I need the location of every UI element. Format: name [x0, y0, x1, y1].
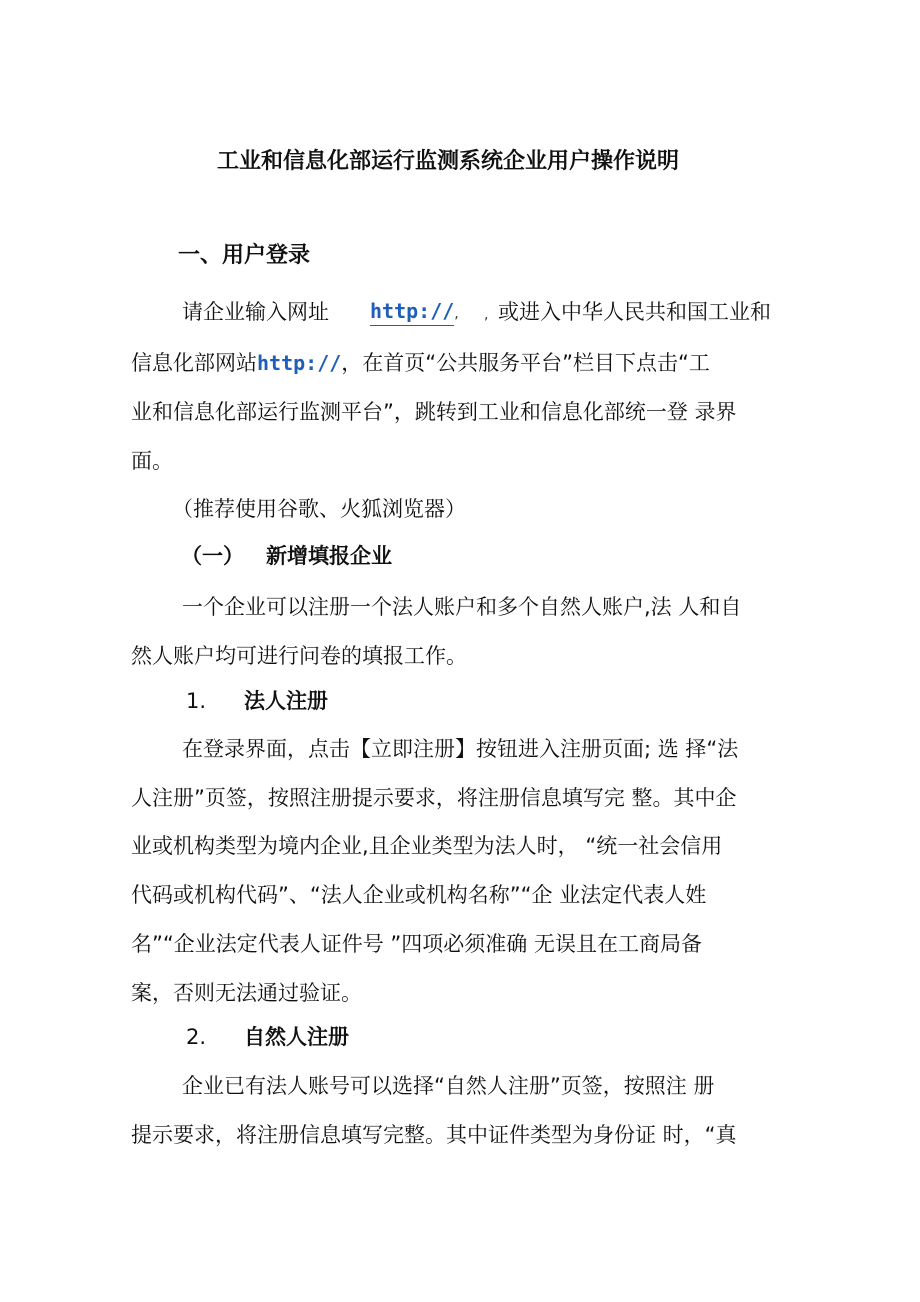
- para1-line4: 面。: [131, 449, 173, 473]
- para1-line2-a: 信息化部网站: [131, 351, 257, 375]
- item1-heading: [186, 686, 328, 716]
- link-mark-2: ,: [484, 307, 489, 323]
- item2-line1: 企业已有法人账号可以选择“自然人注册”页签，按照注 册: [182, 1074, 715, 1098]
- item1-line5: 名”“企业法定代表人证件号 ”四项必须准确 无误且在工商局备: [131, 932, 702, 956]
- item1-line1: 在登录界面，点击【立即注册】按钮进入注册页面; 选 择“法: [182, 737, 739, 761]
- para1-line2-b: ，在首页“公共服务平台”栏目下点击“工: [341, 351, 710, 375]
- item1-line2: 人注册”页签，按照注册提示要求，将注册信息填写完 整。其中企: [131, 786, 737, 810]
- link-mark-1: ,: [454, 306, 459, 322]
- subsection-number: （一）: [181, 544, 244, 568]
- subsection-title: 新增填报企业: [266, 544, 392, 568]
- item2-number: 2.: [186, 1025, 207, 1049]
- item1-line4: 代码或机构代码”、“法人企业或机构名称”“企 业法定代表人姓: [131, 883, 707, 907]
- para1-text-a: 请企业输入网址: [182, 300, 329, 324]
- item1-line6: 案，否则无法通过验证。: [131, 981, 362, 1005]
- document-title: 工业和信息化部运行监测系统企业用户操作说明: [217, 149, 680, 174]
- url-link-1[interactable]: http://: [370, 299, 454, 326]
- url-link-2[interactable]: http://: [257, 351, 342, 375]
- item1-number: 1.: [186, 689, 207, 713]
- browser-note: （推荐使用谷歌、火狐浏览器）: [172, 497, 466, 521]
- item1-line3: 业或机构类型为境内企业,且企业类型为法人时， “统一社会信用: [131, 834, 723, 858]
- intro-line1: 一个企业可以注册一个法人账户和多个自然人账户,法 人和自: [182, 595, 742, 619]
- section-heading-login: 一、用户登录: [178, 243, 311, 268]
- para1-mark-wrap: [484, 297, 488, 330]
- item2-line2: 提示要求，将注册信息填写完整。其中证件类型为身份证 时，“真: [131, 1123, 737, 1147]
- subsection-heading: [181, 541, 392, 571]
- intro-line2: 然人账户均可进行问卷的填报工作。: [131, 644, 467, 668]
- item2-heading: [186, 1022, 349, 1052]
- para1-line1-b: 或进入中华人民共和国工业和: [498, 300, 771, 324]
- para1-line1: [182, 297, 329, 327]
- item1-title: 法人注册: [244, 689, 329, 713]
- para1-line2: [131, 348, 710, 378]
- url-link-1-wrap: [370, 296, 459, 329]
- para1-line3: 业和信息化部运行监测平台”，跳转到工业和信息化部统一登 录界: [131, 400, 737, 424]
- item2-title: 自然人注册: [244, 1025, 350, 1049]
